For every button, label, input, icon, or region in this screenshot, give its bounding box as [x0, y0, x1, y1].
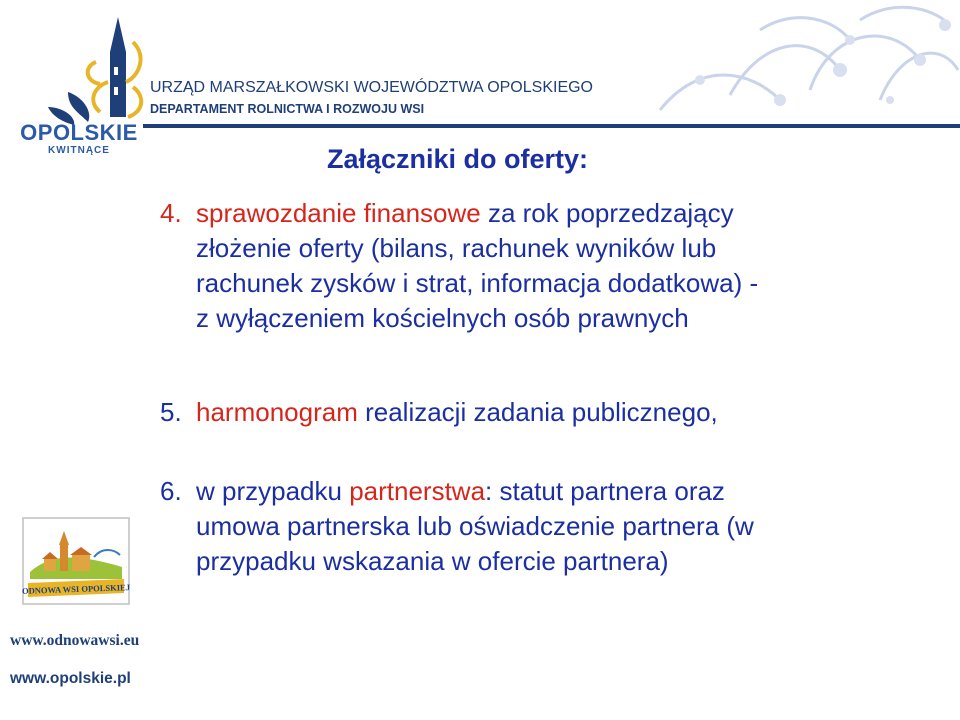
attachment-item-4	[160, 196, 920, 336]
department-name: DEPARTAMENT ROLNICTWA I ROZWOJU WSI	[150, 102, 425, 116]
floral-ornament-icon	[640, 0, 960, 130]
link-odnowawsi[interactable]: www.odnowawsi.eu	[10, 632, 140, 649]
item-text-line: złożenie oferty (bilans, rachunek wyników lub	[196, 233, 717, 263]
item-text: realizacji zadania publicznego,	[357, 397, 718, 427]
item-text-line: z wyłączeniem kościelnych osób prawnych	[196, 303, 689, 333]
opolskie-logo-tagline: KWITNĄCE	[48, 145, 110, 156]
item-highlight: partnerstwa	[349, 476, 486, 506]
item-highlight: sprawozdanie finansowe	[196, 198, 481, 228]
header-divider	[143, 124, 960, 128]
svg-text:ODNOWA WSI OPOLSKIEJ: ODNOWA WSI OPOLSKIEJ	[22, 582, 130, 596]
item-text-line: przypadku wskazania w ofercie partnera)	[196, 546, 669, 576]
item-text-line: rachunek zysków i strat, informacja dodatkowa) -	[196, 268, 759, 298]
item-text-line: umowa partnerska lub oświadczenie partnera (w	[196, 511, 754, 541]
attachment-item-6	[160, 474, 920, 579]
item-prefix: w przypadku	[196, 476, 350, 506]
slide-title: Załączniki do oferty:	[327, 144, 589, 174]
item-number: 4.	[160, 198, 182, 228]
item-text: : statut partnera oraz	[485, 476, 725, 506]
item-number: 6.	[160, 476, 182, 506]
link-opolskie[interactable]: www.opolskie.pl	[10, 670, 131, 687]
attachment-item-5	[160, 395, 920, 430]
item-number: 5.	[160, 397, 182, 427]
item-highlight: harmonogram	[196, 397, 358, 427]
office-title: URZĄD MARSZAŁKOWSKI WOJEWÓDZTWA OPOLSKIEGO	[150, 79, 593, 96]
opolskie-logo-name: OPOLSKIE	[20, 120, 138, 145]
item-text: za rok poprzedzający	[480, 198, 734, 228]
odnowa-wsi-logo-icon	[22, 517, 130, 605]
